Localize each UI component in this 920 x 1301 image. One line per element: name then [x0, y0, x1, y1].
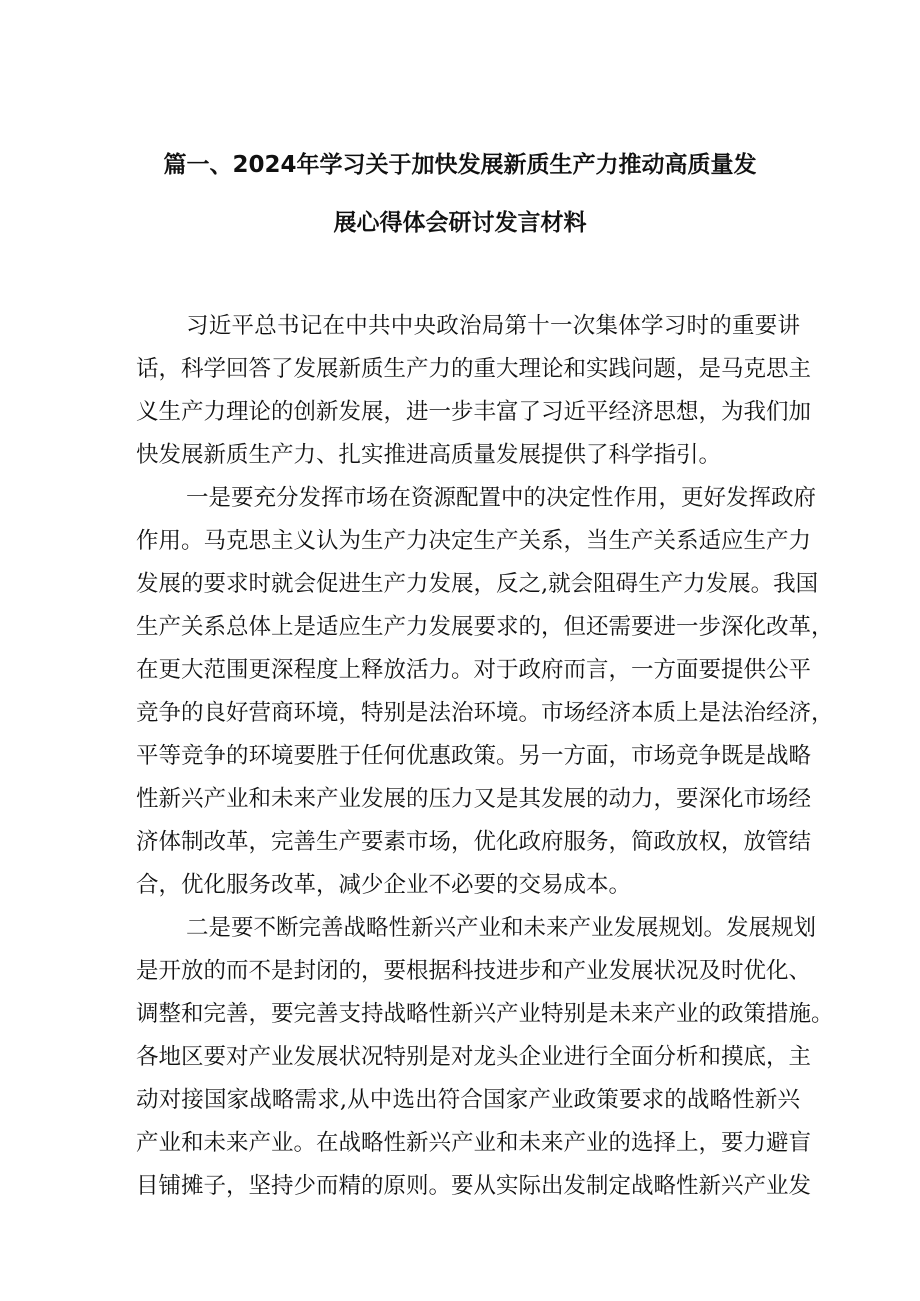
paragraph-2-line: 作用。马克思主义认为生产力决定生产关系，当生产关系适应生产力	[136, 528, 812, 554]
paragraph-2-line: 发展的要求时就会促进生产力发展，反之,就会阻碍生产力发展。我国	[136, 571, 819, 597]
paragraph-2-line: 济体制改革，完善生产要素市场，优化政府服务，简政放权，放管结	[136, 829, 812, 855]
paragraph-3-line: 各地区要对产业发展状况特别是对龙头企业进行全面分析和摸底，主	[136, 1044, 812, 1070]
paragraph-3-line: 调整和完善，要完善支持战略性新兴产业特别是未来产业的政策措施。	[136, 1001, 834, 1027]
paragraph-3-line: 目铺摊子，坚持少而精的原则。要从实际出发制定战略性新兴产业发	[136, 1173, 812, 1199]
paragraph-1-line: 义生产力理论的创新发展，进一步丰富了习近平经济思想，为我们加	[136, 399, 812, 425]
paragraph-2-line: 平等竞争的环境要胜于任何优惠政策。另一方面，市场竞争既是战略	[136, 743, 812, 769]
document-title-line-2: 展心得体会研讨发言材料	[333, 210, 587, 236]
paragraph-2-line: 一是要充分发挥市场在资源配置中的决定性作用，更好发挥政府	[186, 485, 817, 511]
paragraph-3-line: 产业和未来产业。在战略性新兴产业和未来产业的选择上，要力避盲	[136, 1130, 812, 1156]
paragraph-3-line: 动对接国家战略需求,从中选出符合国家产业政策要求的战略性新兴	[136, 1087, 800, 1113]
paragraph-2-line: 合，优化服务改革，减少企业不必要的交易成本。	[136, 872, 632, 898]
paragraph-2-line: 生产关系总体上是适应生产力发展要求的，但还需要进一步深化改革，	[136, 614, 834, 640]
paragraph-1-line: 话，科学回答了发展新质生产力的重大理论和实践问题，是马克思主	[136, 356, 812, 382]
paragraph-2-line: 竞争的良好营商环境，特别是法治环境。市场经济本质上是法治经济，	[136, 700, 834, 726]
paragraph-1-line: 习近平总书记在中共中央政治局第十一次集体学习时的重要讲	[186, 313, 800, 339]
paragraph-3-line: 二是要不断完善战略性新兴产业和未来产业发展规划。发展规划	[186, 915, 817, 941]
paragraph-1-line: 快发展新质生产力、扎实推进高质量发展提供了科学指引。	[136, 442, 722, 468]
document-title-line-1: 篇一、2024年学习关于加快发展新质生产力推动高质量发	[163, 152, 757, 178]
paragraph-2-line: 性新兴产业和未来产业发展的压力又是其发展的动力，要深化市场经	[136, 786, 812, 812]
paragraph-2-line: 在更大范围更深程度上释放活力。对于政府而言，一方面要提供公平	[136, 657, 812, 683]
paragraph-3-line: 是开放的而不是封闭的，要根据科技进步和产业发展状况及时优化、	[136, 958, 812, 984]
